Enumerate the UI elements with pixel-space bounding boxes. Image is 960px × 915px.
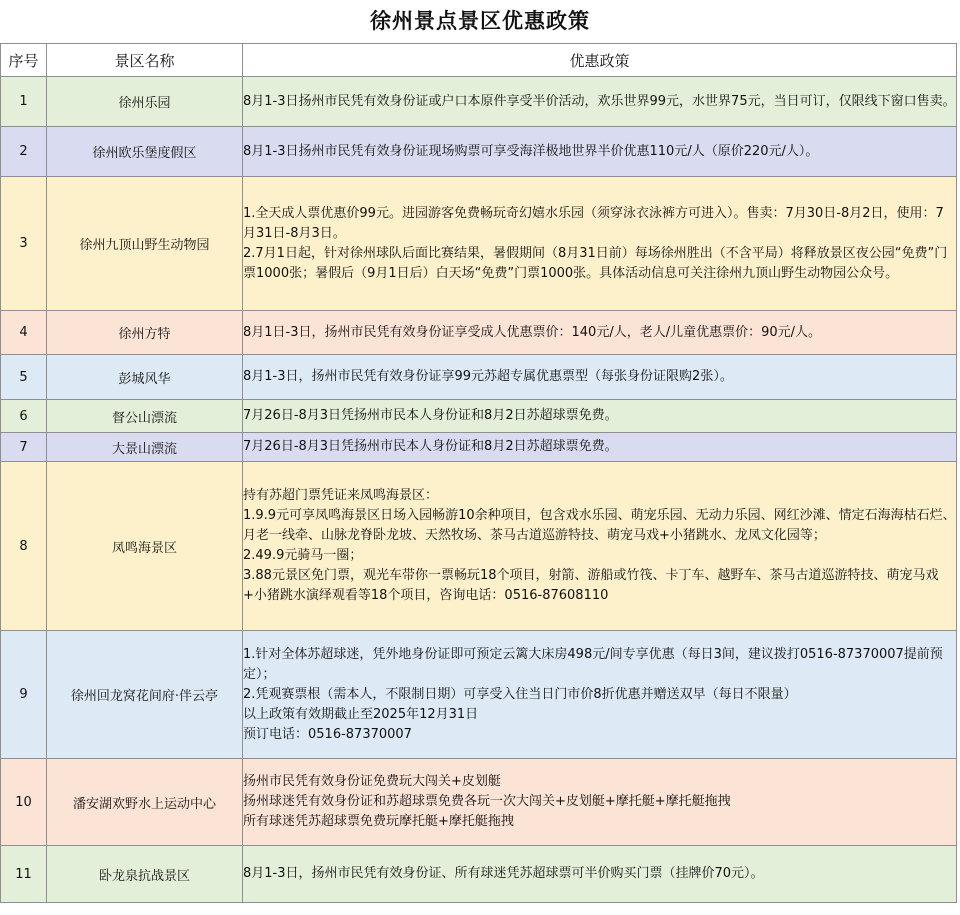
- policy-cell: [243, 127, 957, 177]
- policy-line: 1.全天成人票优惠价99元。进园游客免费畅玩奇幻嬉水乐园（须穿泳衣泳裤方可进入）。售卖：7月30日-8月2日，使用：7月31日-8月3日。: [243, 205, 944, 241]
- table-row: [1, 846, 957, 903]
- row-number: 4: [1, 311, 47, 355]
- policy-line: 7月26日-8月3日凭扬州市民本人身份证和8月2日苏超球票免费。: [243, 408, 618, 423]
- table-row: [1, 400, 957, 433]
- header-name: 景区名称: [47, 44, 243, 77]
- policy-line: 所有球迷凭苏超球票免费玩摩托艇+摩托艇拖拽: [243, 814, 514, 829]
- scenic-name: 徐州九顶山野生动物园: [47, 177, 243, 311]
- policy-table: [0, 43, 957, 903]
- policy-line: 8月1-3日扬州市民凭有效身份证现场购票可享受海洋极地世界半价优惠110元/人（原价220元/人）。: [243, 143, 819, 159]
- row-number: 3: [1, 177, 47, 311]
- policy-line: 7月26日-8月3日凭扬州市民本人身份证和8月2日苏超球票免费。: [243, 439, 618, 454]
- scenic-name: 徐州乐园: [47, 77, 243, 127]
- policy-line: 8月1-3日，扬州市民凭有效身份证享99元苏超专属优惠票型（每张身份证限购2张）。: [243, 369, 733, 384]
- scenic-name: 徐州方特: [47, 311, 243, 355]
- policy-line: 2.凭观赛票根（需本人，不限制日期）可享受入住当日门市价8折优惠并赠送双早（每日不限量）: [243, 686, 797, 702]
- scenic-name: 卧龙泉抗战景区: [47, 846, 243, 903]
- table-row: [1, 177, 957, 311]
- policy-line: 1.针对全体苏超球迷，凭外地身份证即可预定云篱大床房498元/间专享优惠（每日3间，建议拨打0516-87370007提前预定）；: [243, 646, 943, 682]
- header-row: [1, 44, 957, 77]
- scenic-name: 徐州回龙窝花间府·伴云亭: [47, 631, 243, 759]
- policy-cell: [243, 177, 957, 311]
- policy-line: 3.88元景区免门票，观光车带你一票畅玩18个项目，射箭、游船或竹筏、卡丁车、越野车、茶马古道巡游特技、萌宠马戏+小猪跳水演绎观看等18个项目，咨询电话：0516-87608110: [243, 568, 939, 603]
- row-number: 1: [1, 77, 47, 127]
- scenic-name: 潘安湖欢野水上运动中心: [47, 759, 243, 846]
- policy-line: 1.9.9元可享凤鸣海景区日场入园畅游10余种项目，包含戏水乐园、萌宠乐园、无动力乐园、网红沙滩、情定石海海枯石烂、月老一线牵、山脉龙脊卧龙坡、天然牧场、茶马古道巡游特技、萌宠马戏+小猪跳水、龙凤文化园等；: [243, 508, 956, 543]
- scenic-name: 大景山漂流: [47, 433, 243, 462]
- table-row: [1, 311, 957, 355]
- row-number: 2: [1, 127, 47, 177]
- policy-cell: [243, 759, 957, 846]
- policy-cell: [243, 433, 957, 462]
- page-title: 徐州景点景区优惠政策: [370, 9, 590, 33]
- row-number: 10: [1, 759, 47, 846]
- policy-line: 扬州市民凭有效身份证免费玩大闯关+皮划艇: [243, 774, 501, 789]
- policy-line: 预订电话：0516-87370007: [243, 726, 412, 742]
- row-number: 5: [1, 355, 47, 400]
- header-policy: 优惠政策: [243, 44, 957, 77]
- table-row: [1, 127, 957, 177]
- policy-cell: [243, 846, 957, 903]
- policy-line: 2.49.9元骑马一圈；: [243, 548, 363, 563]
- scenic-name: 督公山漂流: [47, 400, 243, 433]
- header-no: 序号: [1, 44, 47, 77]
- policy-line: 8月1日-3日，扬州市民凭有效身份证享受成人优惠票价：140元/人，老人/儿童优惠票价：90元/人。: [243, 324, 821, 340]
- table-row: [1, 631, 957, 759]
- table-row: [1, 355, 957, 400]
- policy-line: 2.7月1日起，针对徐州球队后面比赛结果，暑假期间（8月31日前）每场徐州胜出（不含平局）将释放景区夜公园“免费”门票1000张；暑假后（9月1日后）白天场“免费”门票1000张。具体活动信息可关注徐州九顶山野生动物园公众号。: [243, 245, 948, 281]
- policy-cell: [243, 77, 957, 127]
- policy-line: 8月1-3日，扬州市民凭有效身份证、所有球迷凭苏超球票可半价购买门票（挂牌价70元）。: [243, 866, 764, 881]
- policy-line: 扬州球迷凭有效身份证和苏超球票免费各玩一次大闯关+皮划艇+摩托艇+摩托艇拖拽: [243, 794, 731, 809]
- table-row: [1, 77, 957, 127]
- policy-cell: [243, 311, 957, 355]
- policy-cell: [243, 631, 957, 759]
- policy-cell: [243, 462, 957, 631]
- row-number: 7: [1, 433, 47, 462]
- policy-line: 以上政策有效期截止至2025年12月31日: [243, 706, 479, 722]
- policy-line: 8月1-3日扬州市民凭有效身份证或户口本原件享受半价活动，欢乐世界99元，水世界75元，当日可订，仅限线下窗口售卖。: [243, 93, 956, 109]
- table-row: [1, 759, 957, 846]
- scenic-name: 彭城风华: [47, 355, 243, 400]
- table-row: [1, 433, 957, 462]
- scenic-name: 徐州欧乐堡度假区: [47, 127, 243, 177]
- policy-line: 持有苏超门票凭证来凤鸣海景区：: [243, 488, 439, 503]
- row-number: 11: [1, 846, 47, 903]
- row-number: 6: [1, 400, 47, 433]
- row-number: 9: [1, 631, 47, 759]
- scenic-name: 凤鸣海景区: [47, 462, 243, 631]
- table-row: [1, 462, 957, 631]
- policy-cell: [243, 400, 957, 433]
- policy-cell: [243, 355, 957, 400]
- row-number: 8: [1, 462, 47, 631]
